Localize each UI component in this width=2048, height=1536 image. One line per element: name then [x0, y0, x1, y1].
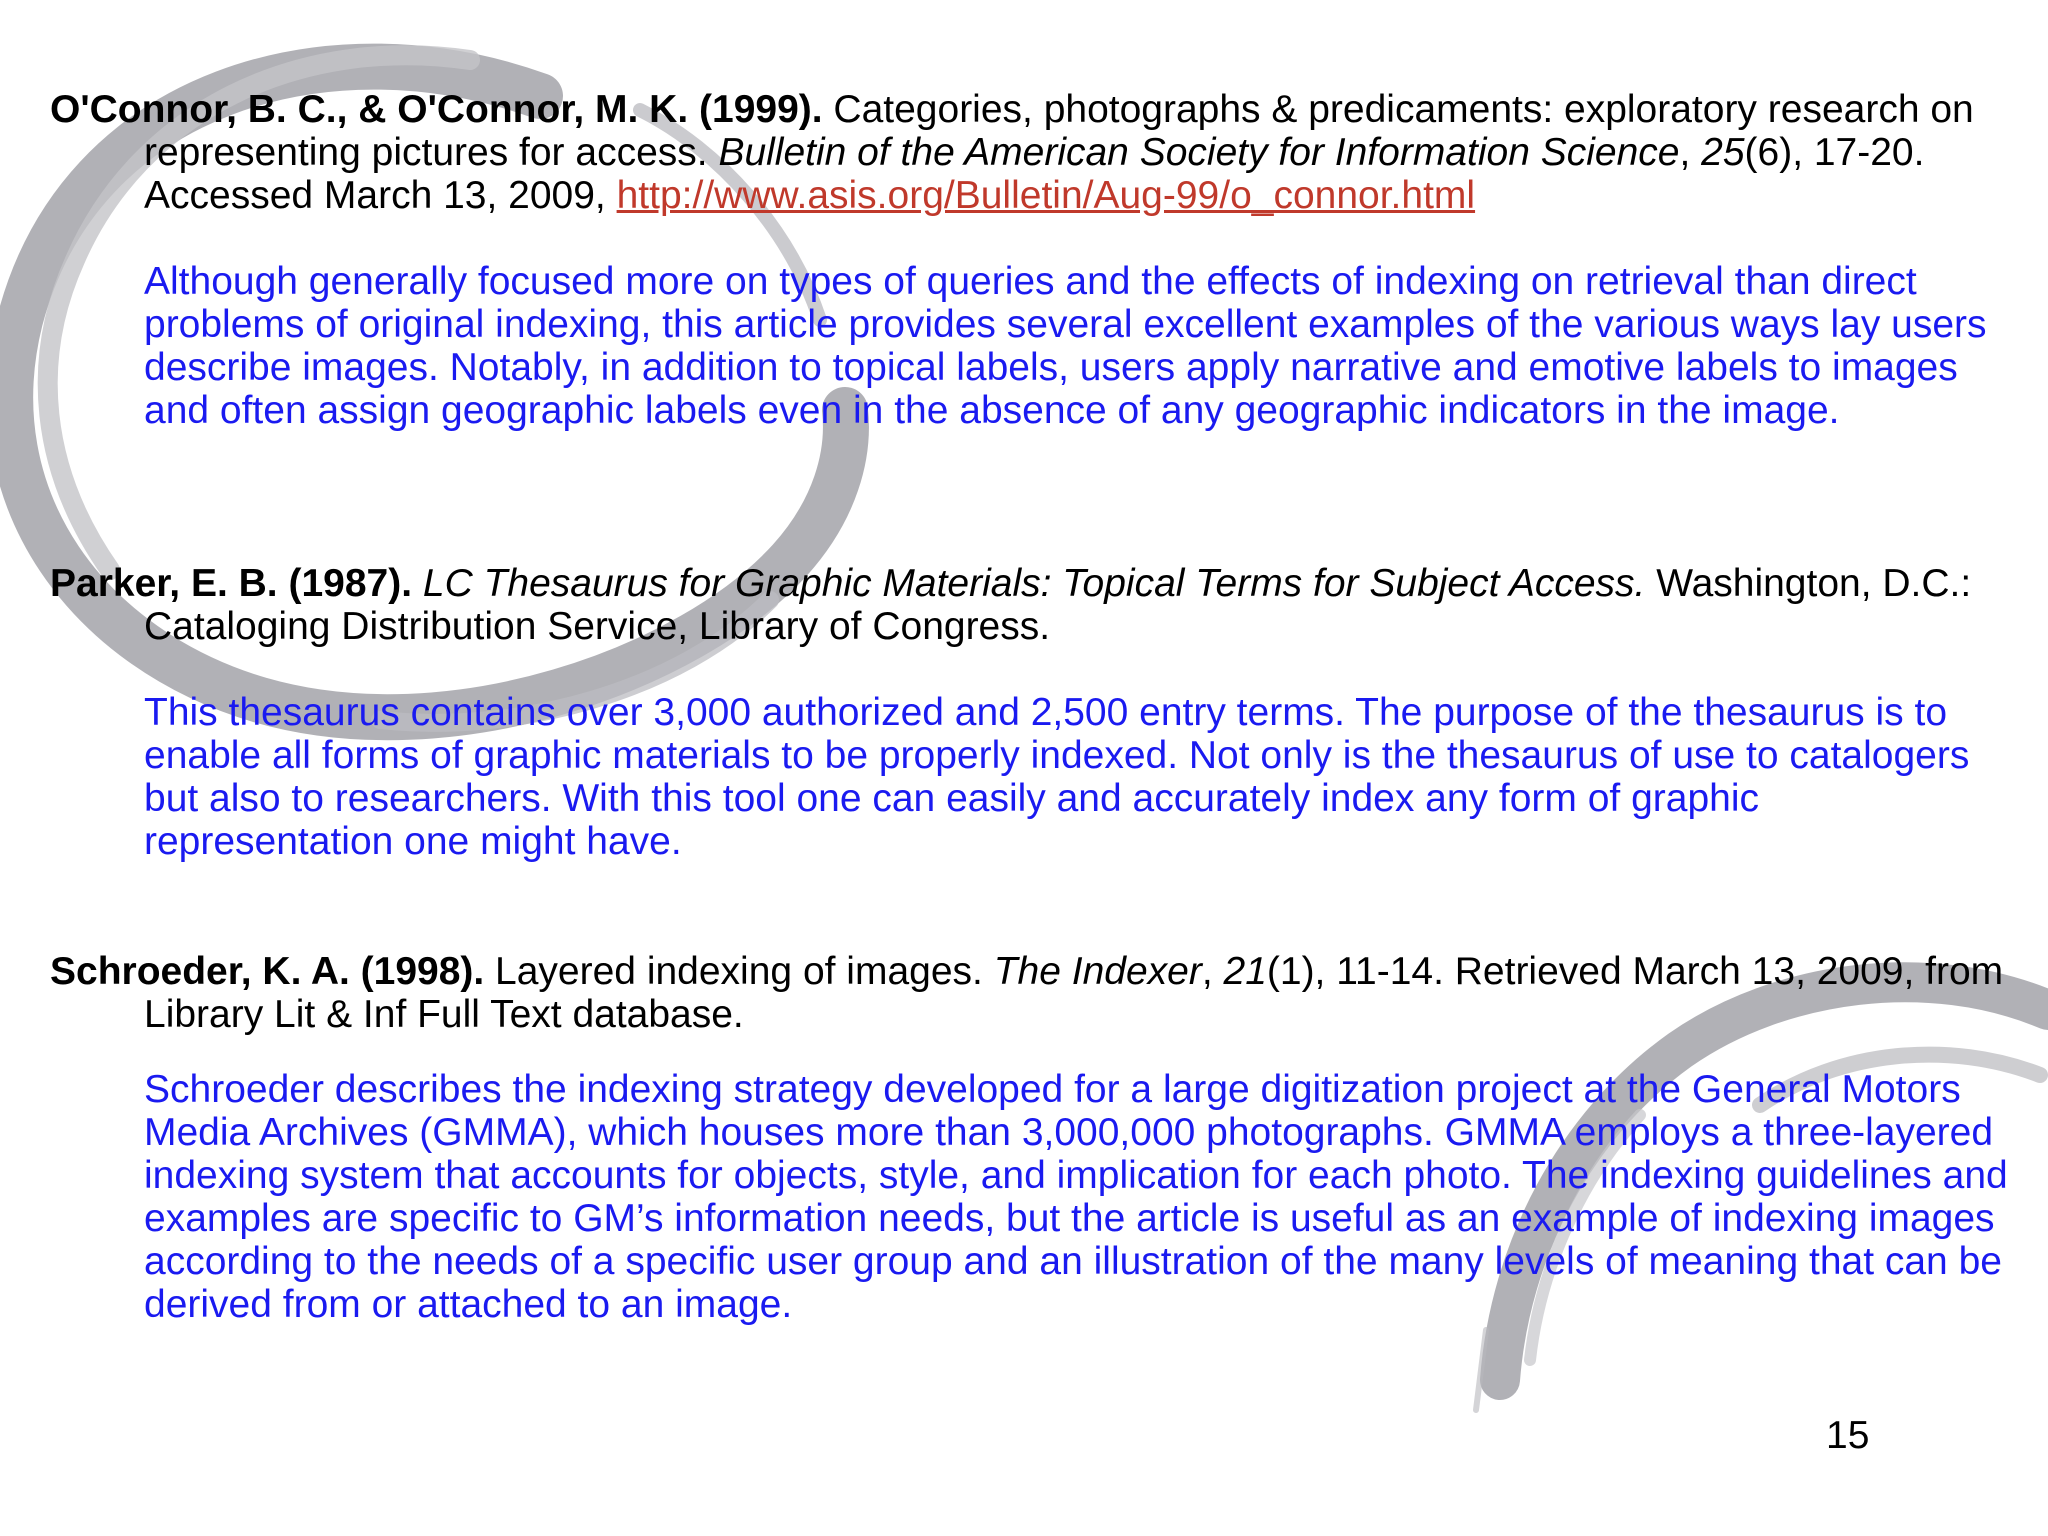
citation	[50, 88, 2010, 217]
citation	[50, 950, 2010, 1036]
citation-link[interactable]: http://www.asis.org/Bulletin/Aug-99/o_connor.html	[616, 174, 1476, 217]
citation-volume: 21	[1223, 950, 1267, 993]
annotation: Although generally focused more on types of queries and the effects of indexing on retrieval than direct problems of original indexing, this article provides several excellent examples of the various ways lay users describe images. Notably, in addition to topical labels, users apply narrative and emotive labels to images and often assign geographic labels even in the absence of any geographic indicators in the image.	[144, 260, 1987, 432]
citation-separator	[412, 562, 423, 605]
annotation: This thesaurus contains over 3,000 authorized and 2,500 entry terms. The purpose of the thesaurus is to enable all forms of graphic materials to be properly indexed. Not only is the thesaurus of use to catalogers but also to researchers. With this tool one can easily and accurately index any form of graphic representation one might have.	[144, 691, 1970, 863]
reference-entry	[50, 950, 2010, 1326]
citation	[50, 562, 2010, 648]
citation-authors: O'Connor, B. C., & O'Connor, M. K. (1999).	[50, 88, 823, 131]
citation-journal: Bulletin of the American Society for Information Science	[718, 131, 1680, 174]
citation-volume: 25	[1701, 131, 1745, 174]
reference-entry	[50, 562, 2010, 863]
citation-title: LC Thesaurus for Graphic Materials: Topical Terms for Subject Access.	[422, 562, 1646, 605]
citation-details: (1), 11-14. Retrieved March 13, 2009, from Library Lit & Inf Full Text database.	[144, 950, 2004, 1036]
citation-journal: The Indexer	[993, 950, 1202, 993]
citation-separator: ,	[1201, 950, 1224, 993]
reference-entry	[50, 88, 2010, 432]
citation-title: Categories, photographs & predicaments: exploratory research on representing pictures for access.	[144, 88, 1974, 174]
citation-authors: Parker, E. B. (1987).	[50, 562, 413, 605]
citation-details: Washington, D.C.: Cataloging Distribution Service, Library of Congress.	[144, 562, 1972, 648]
citation-title: Layered indexing of images.	[484, 950, 994, 993]
citation-details: (6), 17-20. Accessed March 13, 2009,	[144, 131, 1925, 217]
annotation: Schroeder describes the indexing strategy developed for a large digitization project at the General Motors Media Archives (GMMA), which houses more than 3,000,000 photographs. GMMA employs a three-layered indexing system that accounts for objects, style, and implication for each photo. The indexing guidelines and examples are specific to GM’s information needs, but the article is useful as an example of indexing images according to the needs of a specific user group and an illustration of the many levels of meaning that can be derived from or attached to an image.	[144, 1068, 2008, 1326]
citation-authors: Schroeder, K. A. (1998).	[50, 950, 485, 993]
citation-separator: ,	[1679, 131, 1702, 174]
page-number: 15	[1826, 1414, 1870, 1457]
